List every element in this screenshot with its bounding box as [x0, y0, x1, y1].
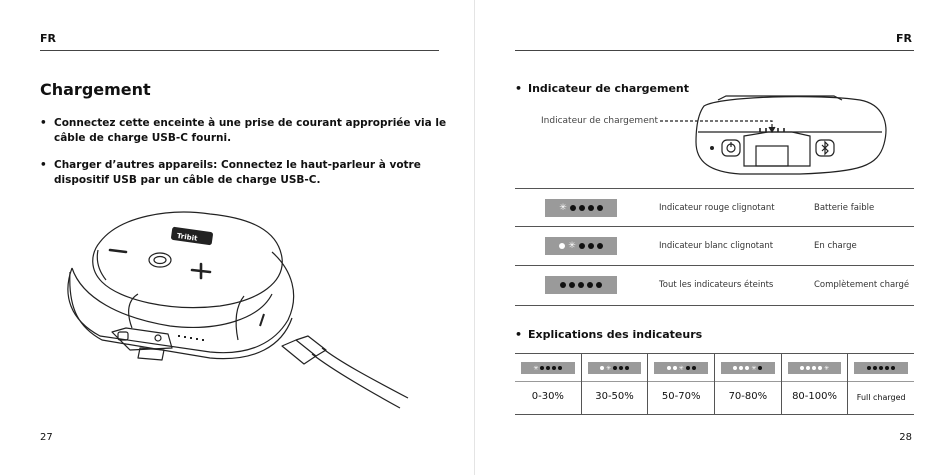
speaker-logo: Tribit: [176, 231, 198, 243]
white-led-icon: [800, 366, 804, 370]
bullet-dot: •: [40, 117, 47, 129]
bullet-text: Connectez cette enceinte à une prise de courant appropriée via le câble de charge USB-C fourni.: [54, 117, 447, 144]
level-led-pattern: [721, 362, 775, 374]
section-title-chargement: Chargement: [40, 80, 151, 99]
section-title: Explications des indicateurs: [528, 328, 703, 341]
speaker-front-view-illustration: [660, 92, 900, 182]
off-led-icon: [625, 366, 629, 370]
off-led-icon: [613, 366, 617, 370]
off-led-icon: [560, 282, 566, 288]
indicator-status: Complètement chargé: [814, 280, 910, 290]
off-led-icon: [596, 282, 602, 288]
level-label: 80-100%: [792, 391, 837, 402]
level-cell: [515, 354, 582, 414]
off-led-icon: [588, 243, 594, 249]
table-rule: [515, 265, 914, 266]
flashing-led-icon: ✳: [824, 364, 830, 372]
off-led-icon: [758, 366, 762, 370]
white-led-icon: [745, 366, 749, 370]
white-led-icon: [667, 366, 671, 370]
bullet-dot: •: [515, 82, 523, 95]
header-rule-left: [40, 50, 439, 51]
level-cell: [582, 354, 649, 414]
level-led-pattern: [854, 362, 908, 374]
indicator-description: Tout les indicateurs éteints: [659, 280, 774, 290]
level-label: 0-30%: [531, 391, 564, 402]
white-led-icon: [806, 366, 810, 370]
level-led-pattern: [588, 362, 642, 374]
bullet-text: Charger d’autres appareils: Connectez le haut-parleur à votre dispositif USB par un câble de charge USB-C.: [54, 159, 421, 186]
off-led-icon: [578, 282, 584, 288]
bullet-dot: •: [40, 159, 47, 171]
off-led-icon: [579, 205, 585, 211]
speaker-with-cable-illustration: [60, 200, 420, 415]
page-number-left: 27: [40, 432, 53, 443]
white-led-icon: [739, 366, 743, 370]
bullet-charging-other-devices: [40, 158, 450, 188]
right-page: [475, 0, 950, 475]
flashing-led-icon: ✳: [559, 203, 567, 213]
off-led-icon: [570, 205, 576, 211]
flashing-led-icon: ✳: [533, 364, 539, 372]
off-led-icon: [686, 366, 690, 370]
level-cell: [782, 354, 849, 414]
led-pattern-fully-charged: [545, 276, 617, 294]
level-cell: [848, 354, 914, 414]
off-led-icon: [540, 366, 544, 370]
level-led-pattern: [521, 362, 575, 374]
level-cell: [648, 354, 715, 414]
level-label: 70-80%: [728, 391, 768, 402]
flashing-led-icon: ✳: [568, 241, 576, 251]
white-led-icon: [600, 366, 604, 370]
language-tag-right: FR: [896, 32, 912, 45]
section-title: Indicateur de chargement: [528, 82, 690, 95]
indicator-description: Indicateur rouge clignotant: [659, 203, 775, 213]
flashing-led-icon: ✳: [606, 364, 612, 372]
white-led-icon: [818, 366, 822, 370]
level-cell: [715, 354, 782, 414]
indicator-status: En charge: [814, 241, 857, 251]
off-led-icon: [597, 243, 603, 249]
indicator-status: Batterie faible: [814, 203, 875, 213]
off-led-icon: [879, 366, 883, 370]
level-label: Full charged: [856, 393, 906, 402]
off-led-icon: [588, 205, 594, 211]
off-led-icon: [579, 243, 585, 249]
section-indicator-explanations: [515, 328, 702, 341]
bullet-dot: •: [515, 328, 523, 341]
off-led-icon: [891, 366, 895, 370]
off-led-icon: [619, 366, 623, 370]
white-led-icon: [673, 366, 677, 370]
flashing-led-icon: ✳: [751, 364, 757, 372]
indicator-description: Indicateur blanc clignotant: [659, 241, 774, 251]
header-rule-right: [515, 50, 914, 51]
table-rule: [515, 305, 914, 306]
level-led-pattern: [788, 362, 842, 374]
off-led-icon: [552, 366, 556, 370]
language-tag-left: FR: [40, 32, 56, 45]
page-number-right: 28: [899, 432, 912, 443]
led-pattern-charging: [545, 237, 617, 255]
table-rule: [515, 188, 914, 189]
off-led-icon: [885, 366, 889, 370]
level-led-pattern: [654, 362, 708, 374]
off-led-icon: [873, 366, 877, 370]
white-led-icon: [559, 243, 565, 249]
white-led-icon: [812, 366, 816, 370]
bullet-charging-speaker: [40, 116, 450, 146]
off-led-icon: [867, 366, 871, 370]
off-led-icon: [587, 282, 593, 288]
white-led-icon: [733, 366, 737, 370]
led-pattern-low-battery: [545, 199, 617, 217]
off-led-icon: [597, 205, 603, 211]
indicator-callout-label: Indicateur de chargement: [541, 116, 658, 126]
off-led-icon: [569, 282, 575, 288]
level-label: 50-70%: [661, 391, 701, 402]
off-led-icon: [692, 366, 696, 370]
off-led-icon: [558, 366, 562, 370]
flashing-led-icon: ✳: [678, 364, 684, 372]
table-rule: [515, 226, 914, 227]
level-label: 30-50%: [595, 391, 634, 402]
battery-level-table: [515, 353, 914, 415]
off-led-icon: [546, 366, 550, 370]
